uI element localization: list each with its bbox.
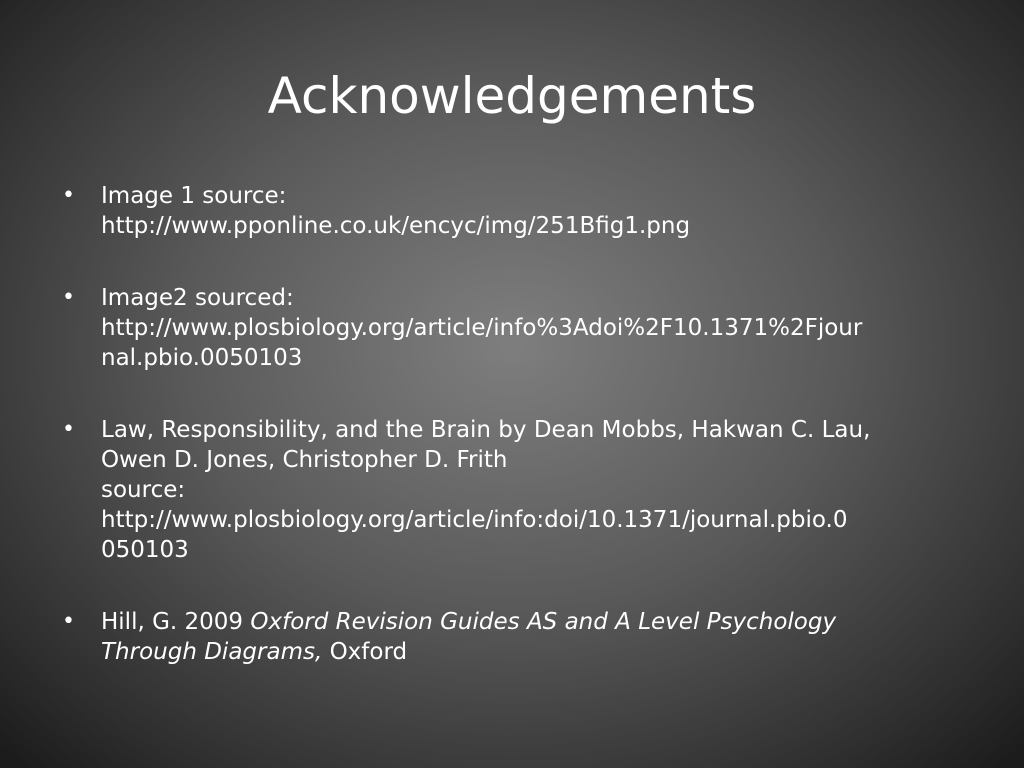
bullet-line: Image 1 source: (101, 183, 287, 209)
citation-line-2 (101, 637, 972, 667)
bullet-item-law-responsibility (62, 415, 972, 565)
citation-line-1 (101, 607, 972, 637)
bullet-icon: • (62, 609, 75, 634)
bullet-line: Owen D. Jones, Christopher D. Frith (101, 447, 508, 473)
bullet-line: nal.pbio.0050103 (101, 345, 303, 371)
slide-title: Acknowledgements (267, 67, 757, 125)
bullet-line: Law, Responsibility, and the Brain by Dean Mobbs, Hakwan C. Lau, (101, 417, 871, 443)
citation-prefix: Hill, G. 2009 (101, 609, 251, 635)
bullet-line: 050103 (101, 537, 189, 563)
bullet-line: http://www.plosbiology.org/article/info:doi/10.1371/journal.pbio.0 (101, 507, 848, 533)
bullet-icon: • (62, 285, 75, 310)
bullet-item-hill-citation (62, 607, 972, 667)
bullet-line: Image2 sourced: (101, 285, 294, 311)
citation-title-part2: Through Diagrams, (101, 639, 323, 665)
citation-title-part1: Oxford Revision Guides AS and A Level Psychology (250, 609, 837, 635)
bullet-item-image1-source (62, 181, 972, 241)
bullet-line: source: (101, 477, 186, 503)
bullet-item-image2-source (62, 283, 972, 373)
bullet-line: http://www.plosbiology.org/article/info%3Adoi%2F10.1371%2Fjour (101, 315, 863, 341)
bullet-icon: • (62, 417, 75, 442)
bullet-line: http://www.pponline.co.uk/encyc/img/251Bfig1.png (101, 213, 691, 239)
bullet-icon: • (62, 183, 75, 208)
citation-publisher: Oxford (322, 639, 408, 665)
bullet-list (62, 181, 972, 709)
